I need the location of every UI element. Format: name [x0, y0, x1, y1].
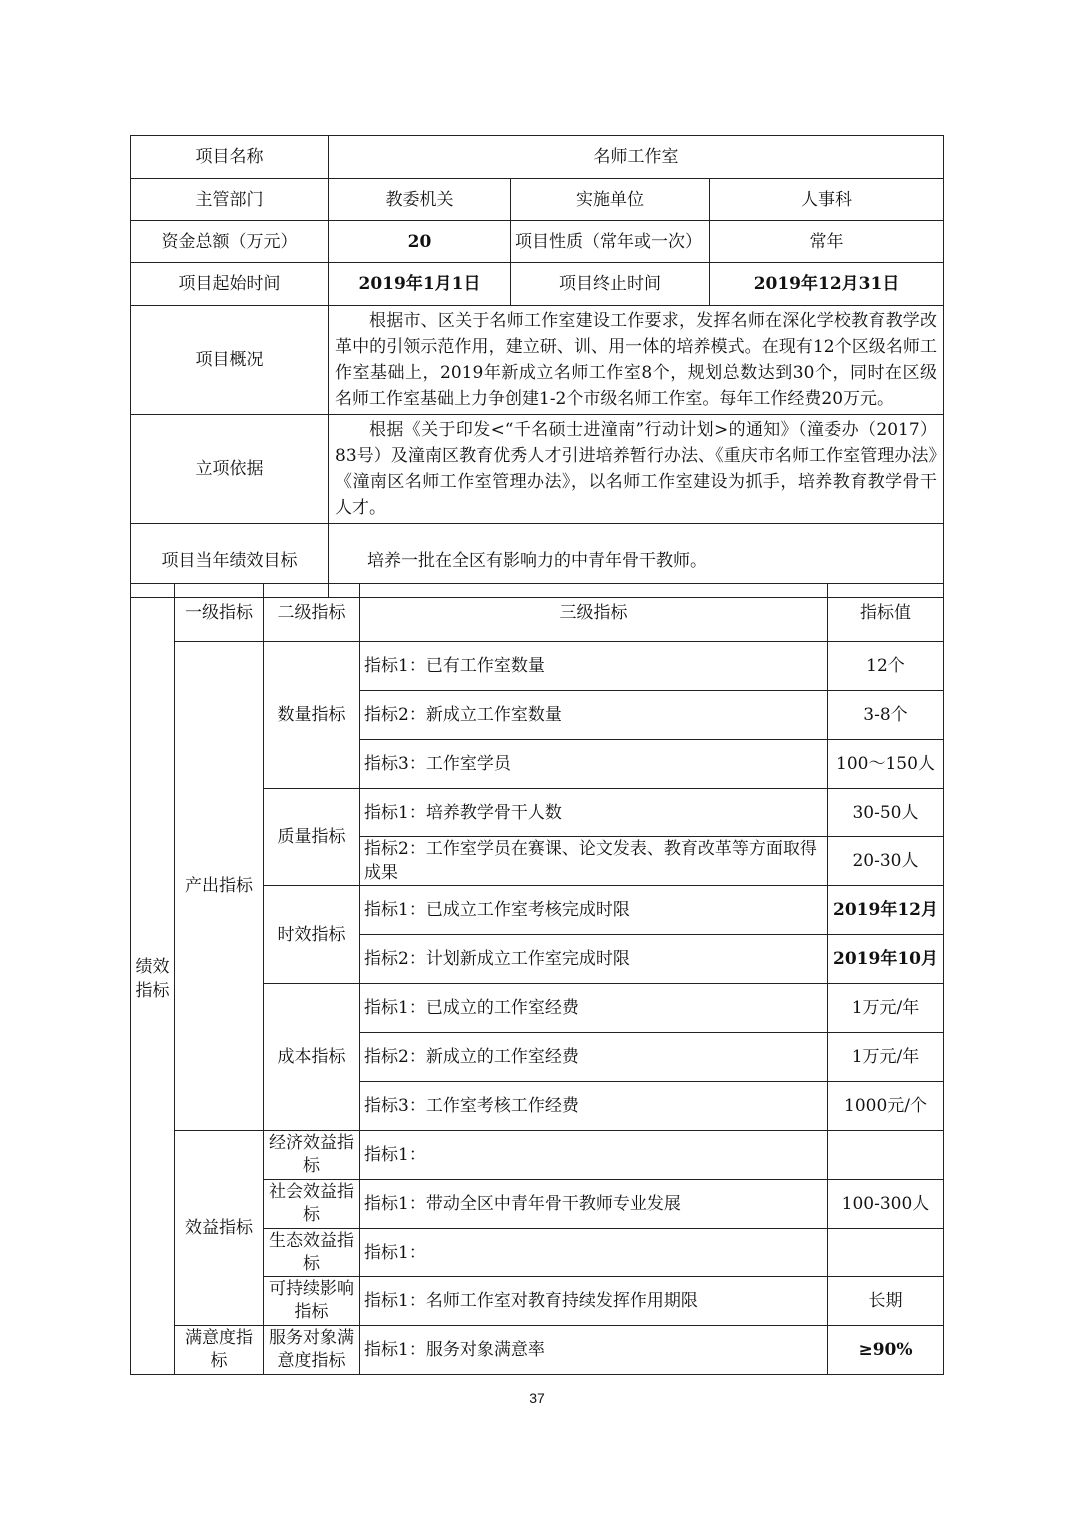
overview-label: 项目概况 [131, 306, 329, 415]
goal-label: 项目当年绩效目标 [131, 524, 329, 598]
basis-label: 立项依据 [131, 415, 329, 524]
level2-economic: 经济效益指标 [264, 1131, 360, 1180]
table-row [131, 1326, 944, 1375]
level2-cost: 成本指标 [264, 984, 360, 1131]
perf-side-label-text: 绩效指标 [135, 957, 170, 1001]
dept-value: 教委机关 [329, 179, 511, 221]
indicator-text: 指标1：名师工作室对教育持续发挥作用期限 [360, 1277, 828, 1326]
level1-benefit: 效益指标 [175, 1131, 264, 1326]
start-value: 2019年1月1日 [329, 263, 511, 306]
level2-quantity: 数量指标 [264, 642, 360, 789]
row-department [131, 179, 944, 221]
indicator-value: 3-8个 [828, 691, 944, 740]
level1-output: 产出指标 [175, 642, 264, 1131]
nature-value: 常年 [710, 221, 944, 263]
dept-label: 主管部门 [131, 179, 329, 221]
indicator-value: 1万元/年 [828, 1033, 944, 1082]
level2-quality: 质量指标 [264, 789, 360, 886]
indicator-text: 指标3：工作室学员 [360, 740, 828, 789]
indicator-value [828, 1131, 944, 1180]
indicator-value [828, 1229, 944, 1277]
end-label: 项目终止时间 [511, 263, 710, 306]
table-row [131, 642, 944, 691]
perf-side-label [131, 584, 175, 1375]
basis-text: 根据《关于印发<“千名硕士进潼南”行动计划>的通知》（潼委办（2017）83号）及潼南区教育优秀人才引进培养暂行办法、《重庆市名师工作室管理办法》《潼南区名师工作室管理办法》，以名师工作室建设为抓手，培养教育教学骨干人才。 [329, 415, 944, 524]
table-row [131, 1131, 944, 1180]
unit-value: 人事科 [710, 179, 944, 221]
level2-social: 社会效益指标 [264, 1180, 360, 1229]
indicator-value: 100-300人 [828, 1180, 944, 1229]
indicator-text: 指标1：已成立的工作室经费 [360, 984, 828, 1033]
indicator-value: 2019年10月 [828, 935, 944, 984]
indicator-text: 指标2：计划新成立工作室完成时限 [360, 935, 828, 984]
overview-text: 根据市、区关于名师工作室建设工作要求，发挥名师在深化学校教育教学改革中的引领示范作用，建立研、训、用一体的培养模式。在现有12个区级名师工作室基础上，2019年新成立名师工作室8个，规划总数达到30个，同时在区级名师工作室基础上力争创建1-2个市级名师工作室。每年工作经费20万元。 [329, 306, 944, 415]
indicator-text: 指标1： [360, 1229, 828, 1277]
indicator-text: 指标1： [360, 1131, 828, 1180]
project-name-label: 项目名称 [131, 136, 329, 179]
indicator-value: 2019年12月 [828, 886, 944, 935]
header-level2: 二级指标 [264, 584, 360, 642]
indicator-text: 指标2：工作室学员在赛课、论文发表、教育改革等方面取得成果 [360, 837, 828, 886]
project-name-value: 名师工作室 [329, 136, 944, 179]
fund-label: 资金总额（万元） [131, 221, 329, 263]
indicator-value: 1万元/年 [828, 984, 944, 1033]
goal-text: 培养一批在全区有影响力的中青年骨干教师。 [329, 524, 944, 598]
project-info-table [130, 135, 944, 598]
indicator-value: 20-30人 [828, 837, 944, 886]
indicator-value: ≥90% [828, 1326, 944, 1375]
start-label: 项目起始时间 [131, 263, 329, 306]
nature-label: 项目性质（常年或一次） [511, 221, 710, 263]
indicator-value: 长期 [828, 1277, 944, 1326]
row-project-name [131, 136, 944, 179]
level2-sustainable: 可持续影响指标 [264, 1277, 360, 1326]
indicator-text: 指标2：新成立的工作室经费 [360, 1033, 828, 1082]
indicator-value: 12个 [828, 642, 944, 691]
header-level1: 一级指标 [175, 584, 264, 642]
indicator-text: 指标1：带动全区中青年骨干教师专业发展 [360, 1180, 828, 1229]
indicator-value: 30-50人 [828, 789, 944, 837]
fund-value: 20 [329, 221, 511, 263]
perf-header-row [131, 584, 944, 642]
indicator-text: 指标1：已有工作室数量 [360, 642, 828, 691]
unit-label: 实施单位 [511, 179, 710, 221]
row-overview [131, 306, 944, 415]
row-basis [131, 415, 944, 524]
indicator-text: 指标1：已成立工作室考核完成时限 [360, 886, 828, 935]
level1-satisfaction: 满意度指标 [175, 1326, 264, 1375]
indicator-text: 指标2：新成立工作室数量 [360, 691, 828, 740]
header-level3: 三级指标 [360, 584, 828, 642]
page-number: 37 [529, 1390, 545, 1406]
level2-ecological: 生态效益指标 [264, 1229, 360, 1277]
indicator-value: 1000元/个 [828, 1082, 944, 1131]
end-value: 2019年12月31日 [710, 263, 944, 306]
indicator-text: 指标1：培养教学骨干人数 [360, 789, 828, 837]
level2-service: 服务对象满意度指标 [264, 1326, 360, 1375]
header-value: 指标值 [828, 584, 944, 642]
indicator-text: 指标1：服务对象满意率 [360, 1326, 828, 1375]
row-fund [131, 221, 944, 263]
row-dates [131, 263, 944, 306]
indicator-text: 指标3：工作室考核工作经费 [360, 1082, 828, 1131]
level2-timeliness: 时效指标 [264, 886, 360, 984]
performance-indicator-table [130, 583, 944, 1375]
indicator-value: 100～150人 [828, 740, 944, 789]
